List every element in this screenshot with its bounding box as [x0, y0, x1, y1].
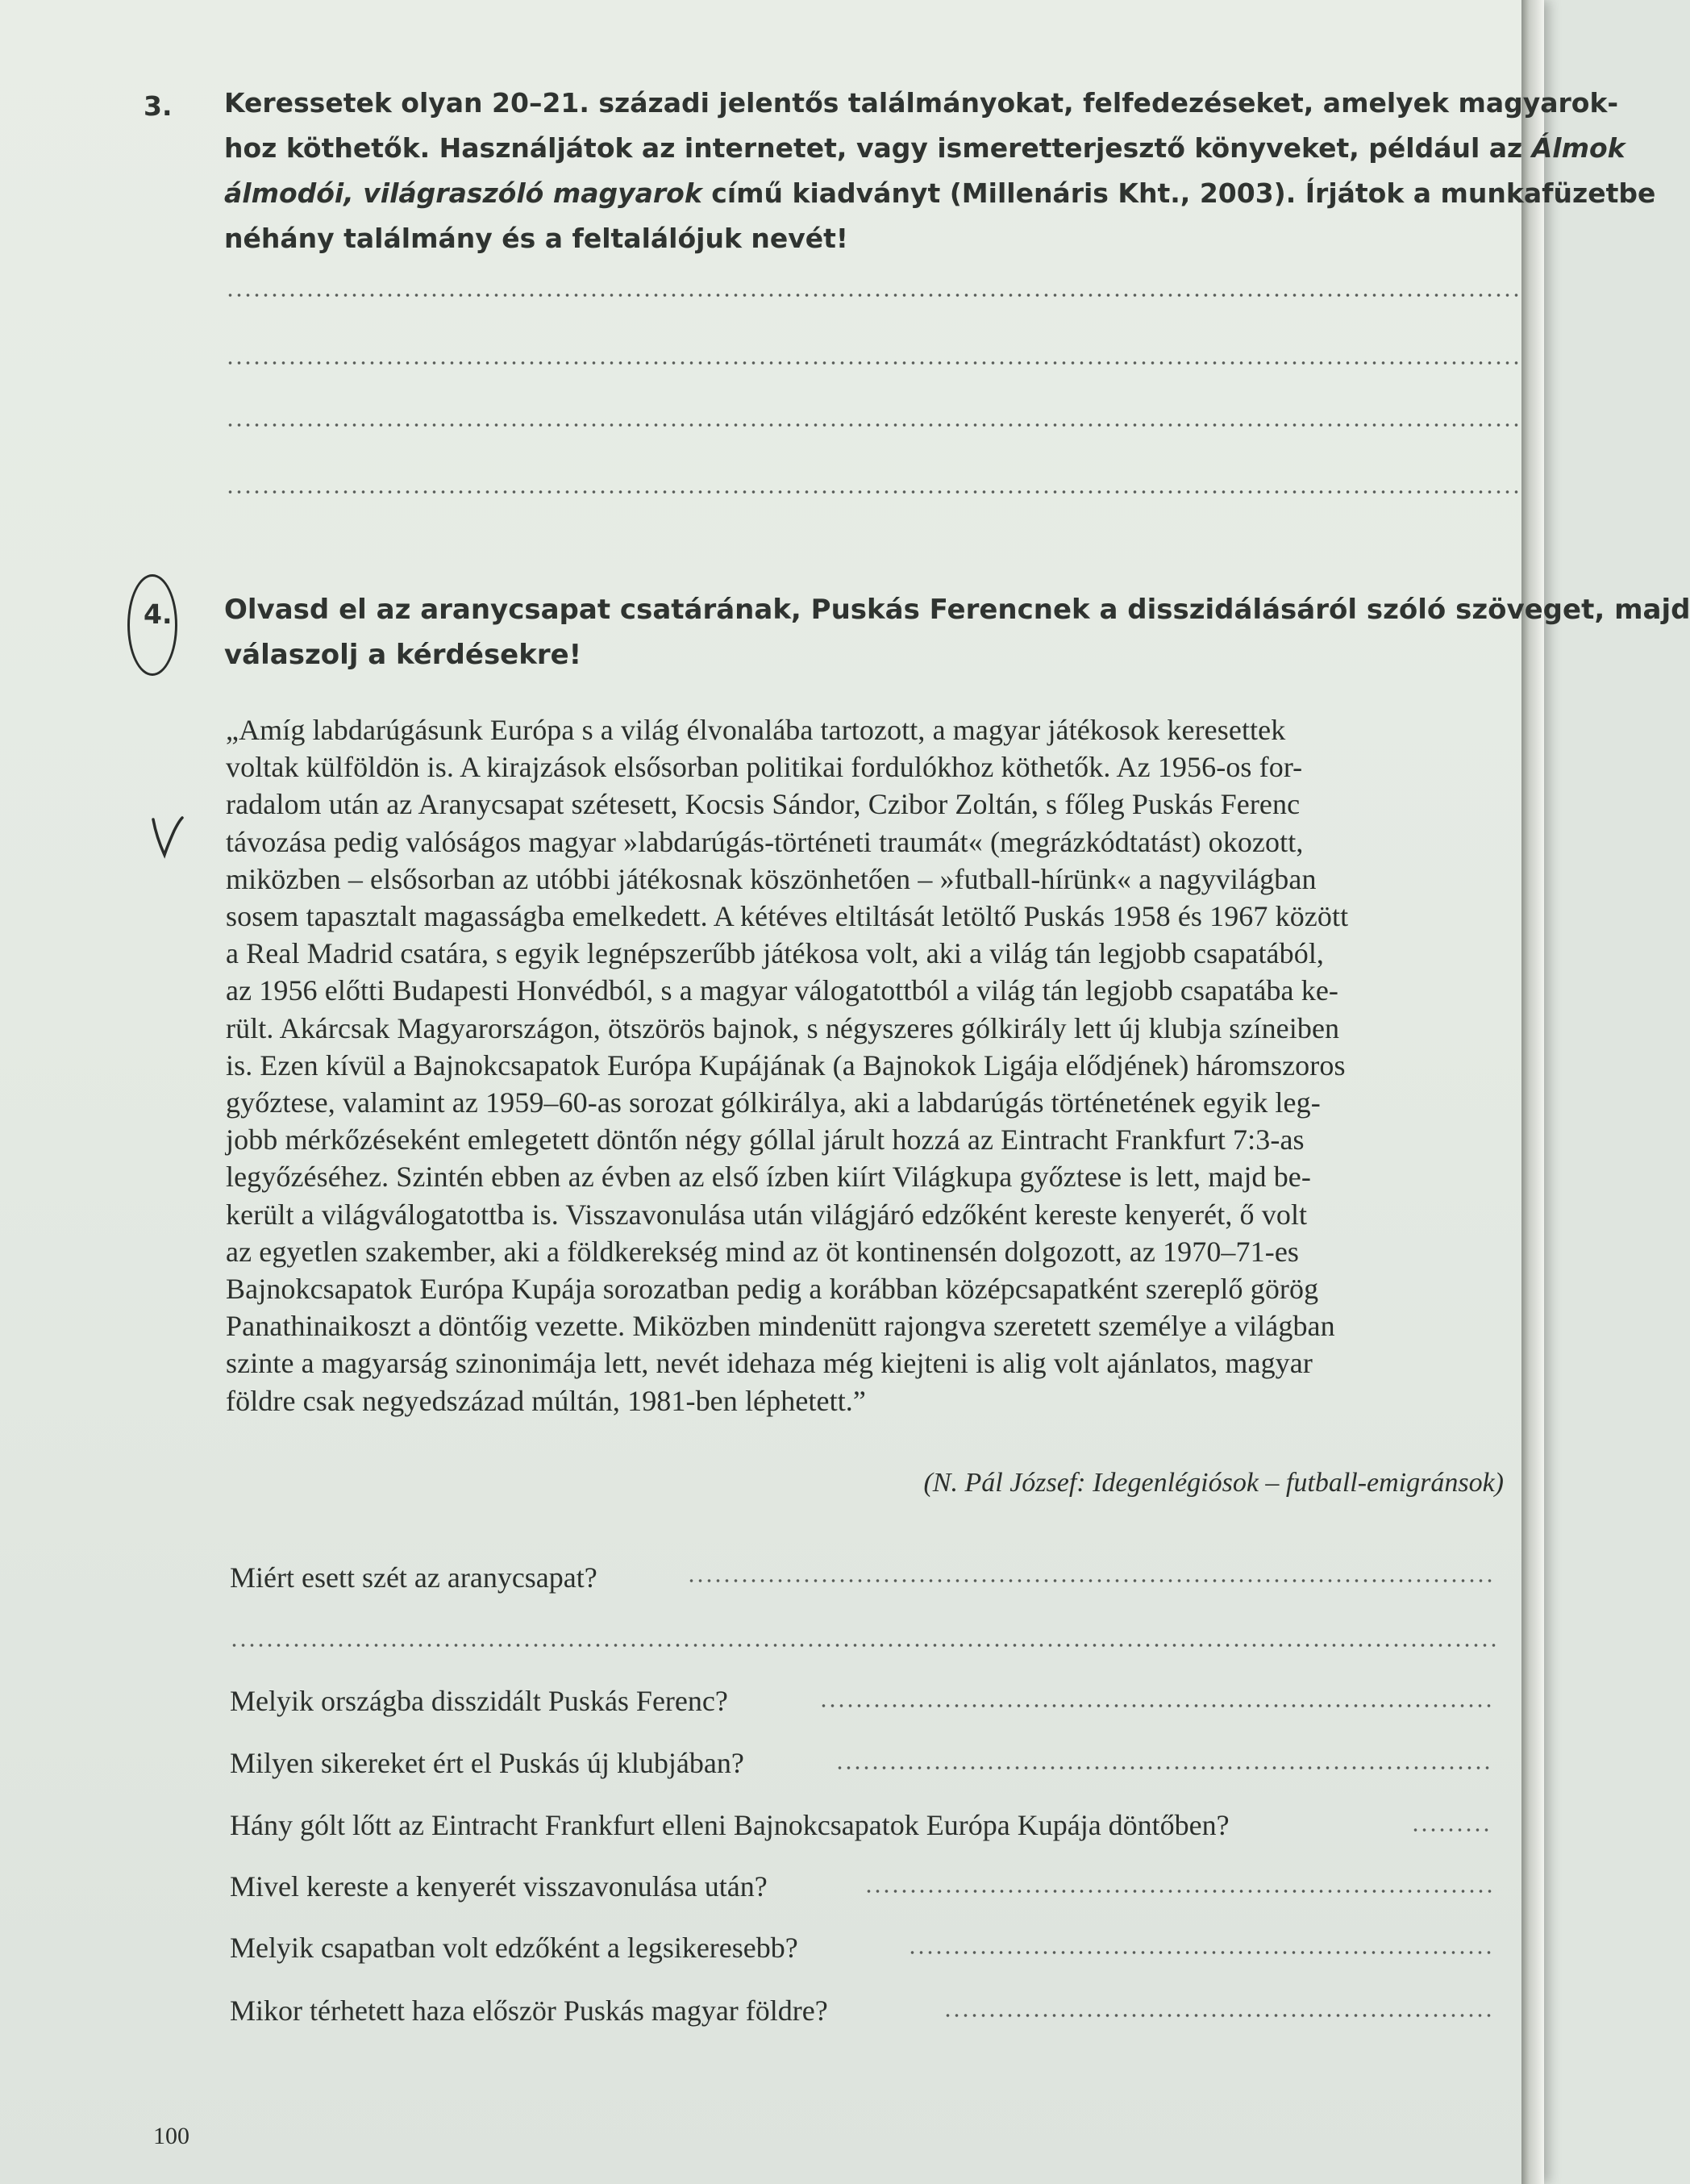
- answer-line[interactable]: [226, 423, 1520, 427]
- answer-line[interactable]: [226, 294, 1520, 297]
- answer-line[interactable]: [835, 1766, 1493, 1769]
- quote-line: sosem tapasztalt magasságba emelkedett. A kétéves eltiltását letöltő Puskás 1958 és 1967 között: [226, 900, 1349, 933]
- handwritten-check-mark: [150, 813, 194, 861]
- answer-line[interactable]: [687, 1579, 1493, 1582]
- question-5: Mivel kereste a kenyerét visszavonulása után?: [230, 1870, 768, 1903]
- quote-line: „Amíg labdarúgásunk Európa s a világ élvonalába tartozott, a magyar játékosok keresettek: [226, 714, 1286, 746]
- answer-line[interactable]: [226, 361, 1520, 365]
- exercise-3-line-4: néhány találmány és a feltalálójuk nevét!: [224, 223, 848, 254]
- question-2: Melyik országba disszidált Puskás Ferenc?: [230, 1685, 728, 1717]
- quote-line: távozása pedig valóságos magyar »labdarúgás-történeti traumát« (megrázkódtatást) okozott,: [226, 825, 1304, 858]
- quote-source: (N. Pál József: Idegenlégiósok – futball-emigránsok): [923, 1468, 1504, 1498]
- quote-line: rült. Akárcsak Magyarországon, ötszörös bajnok, s négyszeres gólkirály lett új klubja színeiben: [226, 1011, 1340, 1044]
- question-4: Hány gólt lőtt az Eintracht Frankfurt elleni Bajnokcsapatok Európa Kupája döntőben?: [230, 1809, 1230, 1841]
- exercise-4-instructions: [224, 587, 1690, 677]
- book-title-part-2: álmodói, világraszóló magyarok: [224, 177, 702, 209]
- quote-line: Panathinaikoszt a döntőig vezette. Miközben mindenütt rajongva szeretett személye a világban: [226, 1310, 1335, 1343]
- answer-line[interactable]: [864, 1890, 1493, 1893]
- exercise-3-line-2-text: hoz köthetők. Használjátok az internetet, vagy ismeretterjesztő könyveket, például az: [224, 132, 1532, 164]
- quote-line: a Real Madrid csatára, s egyik legnépszerűbb játékosa volt, aki a világ tán legjobb csapatából,: [226, 937, 1325, 970]
- question-7: Mikor térhetett haza először Puskás magyar földre?: [230, 1994, 828, 2027]
- quote-line: is. Ezen kívül a Bajnokcsapatok Európa Kupájának (a Bajnokok Ligája elődjének) háromszoros: [226, 1048, 1346, 1082]
- exercise-4-number: 4.: [144, 598, 173, 630]
- book-title-part-1: Álmok: [1531, 132, 1625, 164]
- exercise-4-heading-line: Olvasd el az aranycsapat csatárának, Puskás Ferencnek a disszidálásáról szóló szöveget, majd: [224, 594, 1690, 626]
- quote-text: [226, 711, 1508, 1419]
- quote-line: földre csak negyedszázad múltán, 1981-ben léphetett.”: [226, 1384, 866, 1417]
- quote-line: legyőzéséhez. Szintén ebben az évben az első ízben kiírt Világkupa győztese is lett, majd be-: [226, 1161, 1311, 1194]
- exercise-4-heading-line: válaszolj a kérdésekre!: [224, 639, 582, 671]
- exercise-3-line-2: [224, 126, 1655, 171]
- page-number: 100: [153, 2123, 189, 2149]
- quote-line: jobb mérkőzéseként emlegetett döntőn négy góllal járult hozzá az Eintracht Frankfurt 7:3-as: [226, 1123, 1305, 1157]
- quote-line: az egyetlen szakember, aki a földkerekség mind az öt kontinensén dolgozott, az 1970–71-es: [226, 1235, 1300, 1268]
- answer-line[interactable]: [226, 490, 1520, 494]
- exercise-3-number: 3.: [144, 90, 173, 122]
- quote-line: az 1956 előtti Budapesti Honvédból, s a magyar válogatottból a világ tán legjobb csapatába ke-: [226, 974, 1339, 1007]
- answer-line[interactable]: [1411, 1828, 1493, 1832]
- quote-line: győztese, valamint az 1959–60-as sorozat gólkirálya, aki a labdarúgás történetének egyik leg-: [226, 1086, 1321, 1119]
- exercise-3-line-3-text: című kiadványt (Millenáris Kht., 2003). Írjátok a munkafüzetbe: [701, 177, 1656, 209]
- answer-line[interactable]: [819, 1704, 1493, 1707]
- answer-line[interactable]: [943, 2014, 1493, 2017]
- quote-line: szinte a magyarság szinonimája lett, nevét idehaza még kiejteni is alig volt ajánlatos, magyar: [226, 1347, 1313, 1380]
- answer-line[interactable]: [230, 1644, 1496, 1647]
- exercise-3-line-1: Keressetek olyan 20–21. századi jelentős találmányokat, felfedezéseket, amelyek magyarok-: [224, 87, 1619, 119]
- quote-line: Bajnokcsapatok Európa Kupája sorozatban pedig a korábban középcsapatként szereplő görög: [226, 1273, 1319, 1306]
- exercise-3-line-3: [224, 171, 1655, 216]
- page-edge: [1521, 0, 1544, 2184]
- question-3: Milyen sikereket ért el Puskás új klubjában?: [230, 1747, 744, 1779]
- quote-line: radalom után az Aranycsapat szétesett, Kocsis Sándor, Czibor Zoltán, s főleg Puskás Ferenc: [226, 788, 1301, 821]
- answer-line[interactable]: [908, 1951, 1493, 1954]
- question-1: Miért esett szét az aranycsapat?: [230, 1561, 597, 1594]
- quote-line: került a világválogatottba is. Visszavonulása után világjáró edzőként kereste kenyerét, ő volt: [226, 1198, 1308, 1231]
- quote-line: voltak külföldön is. A kirajzások elsősorban politikai fordulókhoz köthetők. Az 1956-os for-: [226, 751, 1303, 784]
- quote-line: miközben – elsősorban az utóbbi játékosnak köszönhetően – »futball-hírünk« a nagyvilágban: [226, 862, 1317, 895]
- question-6: Melyik csapatban volt edzőként a legsikeresebb?: [230, 1932, 798, 1964]
- exercise-3-instructions: [224, 81, 1655, 261]
